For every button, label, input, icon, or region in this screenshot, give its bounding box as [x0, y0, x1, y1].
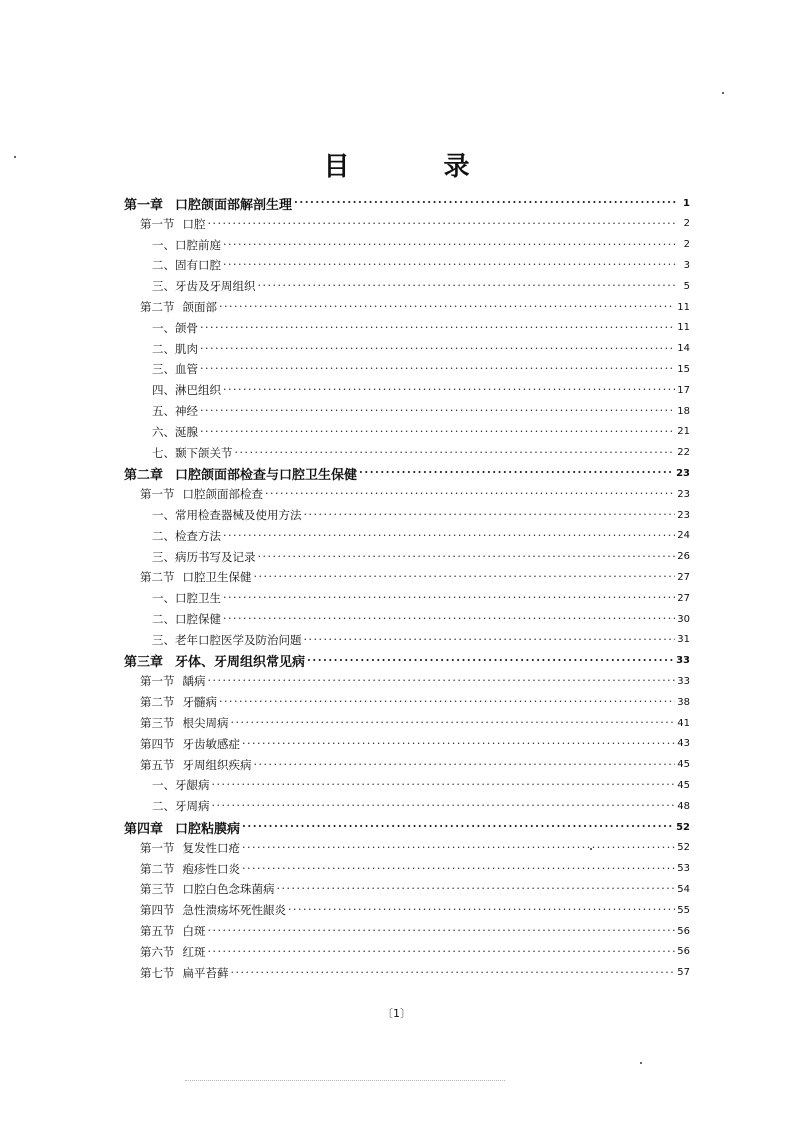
toc-dot-leader [242, 817, 674, 837]
scan-speck [640, 1062, 642, 1064]
toc-dot-leader [242, 859, 675, 879]
toc-entry-number: 第一节 [140, 216, 175, 231]
toc-entry-label [140, 486, 265, 502]
toc-dot-leader [212, 796, 676, 816]
toc-entry-text: 一、颌骨 [152, 320, 198, 335]
toc-chapter-entry [124, 463, 690, 483]
toc-page-number: 2 [683, 218, 690, 230]
toc-chapter-entry [124, 817, 690, 837]
toc-dot-leader [304, 505, 676, 525]
toc-item-entry [152, 630, 690, 650]
toc-item-entry [152, 359, 690, 379]
toc-page-number: 27 [677, 571, 690, 583]
toc-entry-text: 牙髓病 [182, 695, 217, 710]
toc-section-entry [140, 734, 690, 754]
toc-dot-leader [223, 526, 675, 546]
toc-page-number: 15 [677, 363, 690, 375]
toc-entry-number: 第一节 [140, 840, 175, 855]
toc-entry-number: 第五节 [140, 757, 175, 772]
toc-entry-label [152, 257, 223, 273]
toc-entry-text: 龋病 [182, 674, 206, 689]
toc-section-entry [140, 879, 690, 899]
toc-entry-label [124, 818, 242, 837]
toc-page-number: 38 [677, 696, 690, 708]
toc-entry-label [140, 923, 208, 939]
toc-dot-leader [258, 276, 677, 296]
toc-entry-label [124, 651, 307, 670]
toc-item-entry [152, 422, 690, 442]
toc-dot-leader [223, 588, 675, 608]
toc-item-entry [152, 235, 690, 255]
toc-entry-text: 根尖周病 [182, 716, 229, 730]
toc-entry-label [152, 445, 235, 461]
toc-page-number: 48 [677, 800, 690, 812]
toc-item-entry [152, 775, 690, 795]
toc-section-entry [140, 214, 690, 234]
toc-page-number: 18 [677, 405, 690, 417]
toc-entry-number: 第四章 [124, 821, 164, 837]
toc-entry-text: 牙周组织疾病 [182, 757, 252, 772]
toc-dot-leader [200, 339, 675, 359]
toc-entry-text: 三、牙齿及牙周组织 [152, 279, 256, 294]
toc-entry-number: 第三章 [124, 655, 164, 671]
toc-dot-leader [208, 214, 677, 234]
toc-page-number: 23 [677, 488, 690, 500]
toc-entry-number: 第二章 [124, 467, 164, 483]
toc-item-entry [152, 276, 690, 296]
toc-dot-leader [277, 879, 676, 899]
toc-page-number: 31 [677, 634, 690, 646]
toc-dot-leader [304, 630, 676, 650]
toc-item-entry [152, 443, 690, 463]
toc-section-entry [140, 900, 690, 920]
toc-dot-leader [254, 567, 676, 587]
toc-entry-number: 第三节 [140, 716, 175, 730]
toc-entry-label [140, 757, 254, 773]
toc-entry-text: 二、检查方法 [152, 528, 221, 543]
toc-entry-text: 二、口腔保健 [152, 612, 221, 626]
toc-page-number: 3 [683, 259, 690, 271]
toc-chapter-entry [124, 651, 690, 671]
toc-entry-label [152, 237, 223, 253]
toc-dot-leader [258, 547, 676, 567]
toc-entry-label [140, 881, 277, 897]
toc-dot-leader [223, 380, 675, 400]
toc-entry-label [152, 361, 200, 377]
toc-entry-number: 第一章 [124, 197, 164, 213]
toc-entry-text: 口腔白色念珠菌病 [182, 882, 275, 897]
toc-page-number: 43 [677, 738, 690, 750]
toc-entry-label [140, 569, 254, 585]
toc-entry-text: 红斑 [182, 944, 206, 959]
toc-entry-text: 三、老年口腔医学及防治问题 [152, 632, 302, 647]
toc-entry-label [152, 382, 223, 398]
toc-item-entry [152, 588, 690, 608]
toc-dot-leader [231, 963, 676, 983]
toc-page-number: 56 [677, 946, 690, 958]
toc-entry-number: 第二节 [140, 300, 175, 314]
toc-dot-leader [219, 297, 675, 317]
toc-entry-text: 三、血管 [152, 362, 198, 377]
toc-section-entry [140, 859, 690, 879]
toc-entry-text: 疱疹性口炎 [182, 861, 240, 876]
toc-entry-label [140, 944, 208, 960]
toc-page-number: 33 [677, 675, 690, 687]
toc-dot-leader [223, 609, 675, 629]
toc-dot-leader [219, 692, 675, 712]
toc-page-number: 2 [683, 239, 690, 251]
toc-entry-number: 第二节 [140, 695, 175, 710]
toc-dot-leader [235, 443, 676, 463]
toc-entry-text: 白斑 [182, 924, 206, 938]
toc-entry-label [124, 194, 294, 213]
toc-entry-text: 口腔卫生保健 [182, 570, 252, 585]
toc-item-entry [152, 380, 690, 400]
toc-dot-leader [200, 359, 675, 379]
toc-dot-leader [200, 318, 675, 338]
toc-dot-leader [359, 463, 674, 483]
toc-page-number: 52 [676, 821, 690, 833]
toc-entry-number: 第二节 [140, 570, 175, 585]
toc-section-entry [140, 692, 690, 712]
toc-entry-number: 第一节 [140, 487, 175, 502]
toc-page-number: 30 [677, 613, 690, 625]
toc-item-entry [152, 609, 690, 629]
toc-page-number: 45 [677, 759, 690, 771]
toc-entry-text: 口腔颌面部解剖生理 [175, 197, 293, 213]
toc-page-number: 22 [677, 447, 690, 459]
toc-entry-label [140, 736, 242, 752]
toc-page-number: 56 [677, 925, 690, 937]
toc-item-entry [152, 547, 690, 567]
toc-page-number: 17 [677, 384, 690, 396]
scan-speck [722, 92, 724, 94]
toc-entry-number: 第六节 [140, 944, 175, 959]
toc-section-entry [140, 963, 690, 983]
toc-entry-label [152, 341, 200, 357]
toc-page-number: 1 [683, 197, 690, 209]
toc-dot-leader [242, 838, 675, 858]
toc-entry-label [152, 590, 223, 606]
toc-entry-label [140, 673, 208, 689]
toc-page-number: 54 [677, 883, 690, 895]
toc-page-number: 27 [677, 592, 690, 604]
toc-entry-number: 第四节 [140, 736, 175, 751]
toc-entry-label [152, 798, 212, 814]
toc-entry-label [140, 299, 219, 315]
toc-section-entry [140, 755, 690, 775]
toc-page-number: 21 [677, 426, 690, 438]
toc-entry-number: 第三节 [140, 882, 175, 897]
toc-entry-text: 扁平苔藓 [182, 965, 229, 980]
toc-entry-text: 口腔粘膜病 [175, 821, 241, 837]
toc-dot-leader [200, 422, 675, 442]
toc-entry-label [152, 278, 258, 294]
toc-entry-text: 五、神经 [152, 404, 198, 418]
toc-entry-text: 二、肌肉 [152, 341, 198, 356]
toc-page-number: 23 [677, 509, 690, 521]
toc-entry-text: 牙体、牙周组织常见病 [175, 655, 306, 671]
toc-item-entry [152, 796, 690, 816]
toc-entry-text: 七、颞下颌关节 [152, 445, 233, 460]
toc-entry-text: 六、涎腺 [152, 424, 198, 439]
scan-speck [14, 156, 16, 158]
toc-entry-label [124, 464, 359, 483]
toc-entry-number: 第四节 [140, 903, 175, 918]
toc-section-entry [140, 838, 690, 858]
toc-item-entry [152, 255, 690, 275]
toc-entry-label [140, 216, 208, 232]
toc-dot-leader [231, 713, 676, 733]
toc-item-entry [152, 526, 690, 546]
toc-page-number: 52 [677, 842, 690, 854]
toc-dot-leader [294, 193, 676, 213]
toc-entry-text: 口腔颌面部检查 [182, 487, 263, 502]
toc-entry-label [152, 507, 304, 523]
toc-entry-label [140, 965, 231, 981]
scan-speck [590, 848, 592, 850]
toc-dot-leader [208, 921, 676, 941]
toc-dot-leader [288, 900, 675, 920]
toc-section-entry [140, 713, 690, 733]
toc-dot-leader [242, 734, 675, 754]
page-title: 目 录 [323, 152, 504, 182]
toc-item-entry [152, 318, 690, 338]
page-footer-number: 〔1〕 [382, 1007, 411, 1020]
toc-entry-label [152, 777, 212, 793]
toc-entry-label [140, 861, 242, 877]
toc-page-number: 24 [677, 530, 690, 542]
toc-dot-leader [208, 671, 676, 691]
toc-dot-leader [307, 651, 674, 671]
toc-entry-text: 二、固有口腔 [152, 258, 221, 273]
toc-section-entry [140, 671, 690, 691]
toc-entry-text: 口腔颌面部检查与口腔卫生保健 [175, 467, 358, 483]
toc-entry-text: 一、口腔前庭 [152, 237, 221, 252]
toc-item-entry [152, 339, 690, 359]
scan-artifact [185, 1080, 505, 1084]
toc-entry-label [152, 320, 200, 336]
toc-entry-label [140, 694, 219, 710]
toc-entry-number: 第二节 [140, 861, 175, 876]
toc-entry-text: 三、病历书写及记录 [152, 549, 256, 564]
toc-entry-number: 第一节 [140, 674, 175, 689]
toc-entry-label [140, 840, 242, 856]
toc-dot-leader [208, 942, 676, 962]
toc-page-number: 33 [676, 655, 690, 667]
toc-entry-number: 第五节 [140, 924, 175, 938]
toc-page-number: 23 [676, 467, 690, 479]
toc-entry-text: 复发性口疮 [182, 840, 240, 855]
toc-entry-text: 颌面部 [182, 300, 217, 314]
toc-page-number: 11 [677, 301, 690, 313]
toc-entry-text: 二、牙周病 [152, 799, 210, 814]
toc-section-entry [140, 921, 690, 941]
toc-entry-label [152, 632, 304, 648]
toc-section-entry [140, 942, 690, 962]
toc-dot-leader [265, 484, 675, 504]
toc-entry-text: 牙齿敏感症 [182, 736, 240, 751]
toc-entry-text: 一、牙龈病 [152, 778, 210, 793]
toc-page-number: 5 [683, 280, 690, 292]
toc-page-number: 14 [677, 343, 690, 355]
toc-entry-text: 急性溃疡坏死性龈炎 [182, 903, 286, 918]
toc-section-entry [140, 567, 690, 587]
toc-section-entry [140, 484, 690, 504]
toc-dot-leader [212, 775, 676, 795]
toc-dot-leader [254, 755, 676, 775]
toc-page-number: 45 [677, 779, 690, 791]
toc-entry-label [140, 902, 288, 918]
toc-section-entry [140, 297, 690, 317]
toc-page-number: 11 [677, 322, 690, 334]
toc-page-number: 53 [677, 863, 690, 875]
toc-entry-text: 口腔 [182, 216, 206, 231]
toc-entry-text: 一、口腔卫生 [152, 591, 221, 606]
toc-chapter-entry [124, 193, 690, 213]
toc-dot-leader [223, 255, 676, 275]
toc-entry-text: 四、淋巴组织 [152, 383, 221, 398]
toc-page-number: 55 [677, 904, 690, 916]
toc-item-entry [152, 505, 690, 525]
toc-entry-label [140, 715, 231, 731]
toc-dot-leader [200, 401, 675, 421]
toc-page-number: 26 [677, 551, 690, 563]
toc-entry-label [152, 549, 258, 565]
toc-item-entry [152, 401, 690, 421]
toc-dot-leader [223, 235, 676, 255]
toc-entry-label [152, 424, 200, 440]
toc-entry-label [152, 611, 223, 627]
toc-page-number: 57 [677, 967, 690, 979]
toc-entry-label [152, 403, 200, 419]
toc-entry-label [152, 528, 223, 544]
toc-entry-text: 一、常用检查器械及使用方法 [152, 508, 302, 522]
toc-page-number: 41 [677, 717, 690, 729]
toc-entry-number: 第七节 [140, 965, 175, 980]
